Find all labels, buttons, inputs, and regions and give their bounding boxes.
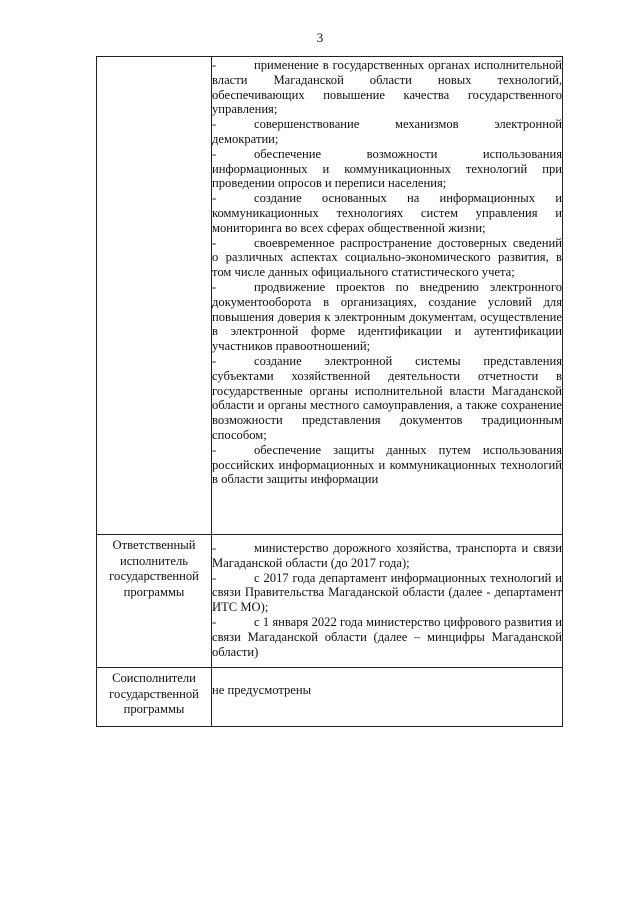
list-item-text: своевременное распространение достоверных сведений о различных аспектах социально-экономического развития, в том числе данных официального статистического учета; <box>212 235 562 280</box>
list-dash: - <box>212 279 217 294</box>
list-dash: - <box>212 541 217 555</box>
list-dash: - <box>212 570 217 585</box>
list-item-text: совершенствование механизмов электронной демократии; <box>212 117 562 146</box>
row-label: Соисполнители государственной программы <box>97 668 212 727</box>
list-item-text: с 1 января 2022 года министерство цифрового развития и связи Магаданской области (далее – минцифры Магаданской области) <box>212 614 562 659</box>
row-label <box>97 57 212 535</box>
list-item <box>212 58 562 117</box>
list-item <box>212 354 562 443</box>
list-item-text: создание электронной системы представления субъектами хозяйственной деятельности отчетности в государственные органы исполнительной власти Магаданской области и органы местного самоуправления, а также сохранение возможности представления документов традиционным способом; <box>212 353 562 442</box>
list-item <box>212 571 562 615</box>
list-item <box>212 615 562 659</box>
list-item <box>212 236 562 280</box>
list-item <box>212 443 562 487</box>
list-dash: - <box>212 235 217 250</box>
list-item-text: с 2017 года департамент информационных технологий и связи Правительства Магаданской области (далее - департамент ИТС МО); <box>212 570 562 615</box>
table-row <box>97 57 563 535</box>
list-dash: - <box>212 58 217 72</box>
list-item-text: продвижение проектов по внедрению электронного документооборота в организациях, создание условий для повышения доверия к электронным документам, осуществление в электронной форме идентификации и аутентификации участников правоотношений; <box>212 279 562 354</box>
row-content <box>212 668 563 727</box>
list-item-text: создание основанных на информационных и коммуникационных технологиях систем управления и мониторинга во всех сферах общественной жизни; <box>212 191 562 235</box>
list-dash: - <box>212 191 217 206</box>
list-item <box>212 541 562 571</box>
list-dash: - <box>212 353 217 368</box>
list-item-text: обеспечение защиты данных путем использования российских информационных и коммуникационных технологий в области защиты информации <box>212 442 562 487</box>
row-label: Ответственный исполнитель государственной программы <box>97 535 212 668</box>
list-item <box>212 147 562 191</box>
row-content <box>212 535 563 668</box>
list-dash: - <box>212 117 217 132</box>
list-item-text: обеспечение возможности использования информационных и коммуникационных технологий при проведении опросов и переписи населения; <box>212 146 562 191</box>
list-dash: - <box>212 614 217 629</box>
program-passport-table <box>96 56 563 727</box>
list-dash: - <box>212 442 217 457</box>
row-content <box>212 57 563 535</box>
list-item-text: министерство дорожного хозяйства, транспорта и связи Магаданской области (до 2017 года); <box>212 541 562 570</box>
row-value: не предусмотрены <box>212 683 312 697</box>
page-number: 3 <box>316 30 324 45</box>
table-row <box>97 535 563 668</box>
list-item <box>212 117 562 147</box>
list-dash: - <box>212 146 217 161</box>
list-item-text: применение в государственных органах исполнительной власти Магаданской области новых технологий, обеспечивающих повышение качества государственного управления; <box>212 58 562 117</box>
list-item <box>212 191 562 235</box>
list-item <box>212 280 562 354</box>
table-row <box>97 668 563 727</box>
